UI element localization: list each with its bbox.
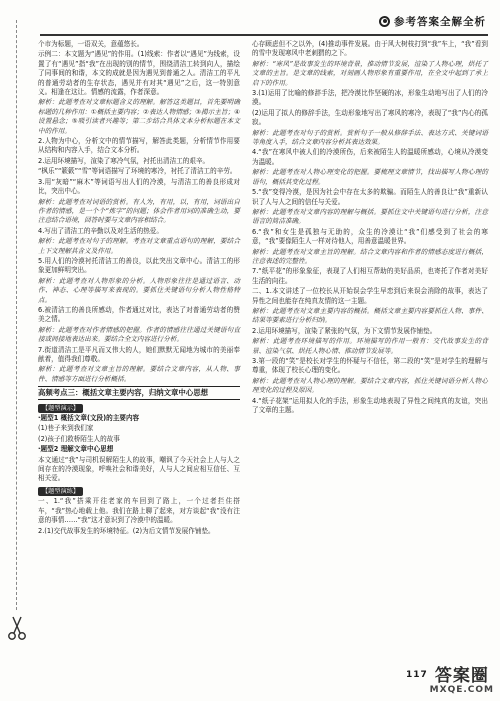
answer-paragraph: 一、1.“我”搭乘开往老家的车回到了路上，一个过者拦住搭车，“我”热心地载上他。我们在路上聊了起来，对方谈起“我”没有注意的事情……“我”这才意识到了冷漠中的温暖。: [38, 497, 240, 525]
section-title: 高频考点三：概括文章主要内容，归纳文章中心思想: [38, 386, 240, 399]
answer-paragraph: 二、1.本文讲述了一位校长从开始误会学生早恋到后来误会消除的故事，表达了异性之间也能存在纯真友情的这一主题。: [252, 287, 488, 305]
header-title: 参考答案全解全析: [394, 15, 486, 28]
answer-paragraph: 3.(1)运用了比喻的修辞手法，把冷漠比作坚硬的冰，形象生动地写出了人们的冷漠。: [252, 89, 488, 107]
answer-paragraph: 7.“纸平花”的形象象征，表现了人们相互帮助的美好品质，也寄托了作者对美好生活的向往。: [252, 267, 488, 285]
answer-block-3: [38, 497, 240, 536]
answer-paragraph: (1)巷子来到我们家: [38, 424, 94, 433]
answer-paragraph: 6.“我”和女生是孤独与无助的，众生的冷漠让“我”们感受到了社会的寒意，“我”要像陌生人一样对待他人，用善意温暖世界。: [252, 227, 488, 246]
answer-paragraph: 解析：“寒风”是故事发生的环境背景，推动情节发展，渲染了人物心理，烘托了文章的主旨。是文章的线索，对刻画人物形象有重要作用，在全文中起到了承上启下的作用。: [252, 59, 488, 87]
answer-paragraph: 4.“纸子花架”运用拟人化的手法，形象生动地表现了异性之间纯真的友谊，突出了文章的主题。: [252, 396, 488, 415]
answer-paragraph: 2.人物为中心，分析文中的情节描写，解答此类题，分析情节作用要从结构和内容入手，结合文本分析。: [38, 137, 240, 155]
answer-paragraph: 解析：此题考查对句子的赏析。赏析句子一般从修辞手法、表达方式、关键词语等角度入手，结合文章内容分析其表达效果。: [252, 128, 488, 147]
answer-paragraph: 4.写出了清洁工的辛勤以及对生活的热爱。: [38, 226, 163, 235]
watermark-line2: MXQE.COM: [429, 685, 494, 695]
answer-paragraph: 4.“我”在寒风中被人们的冷漠所伤，后来被陌生人的温暖所感动，心境从冷漠变为温暖。: [252, 148, 488, 166]
bullet-circle-icon: [379, 16, 390, 27]
answer-paragraph: 6.被清洁工的善良所感动，作者通过对比，表达了对普通劳动者的赞美之情。: [38, 305, 240, 324]
answer-paragraph: 解析：此题考查对文章主旨的理解。要结合文章内容，从人物、事件、情感等方面进行分析概括。: [38, 365, 240, 383]
answer-block-1: [38, 40, 240, 384]
answer-block-2: [38, 414, 240, 484]
answer-paragraph: ·题型2 理解文章中心思想: [38, 445, 114, 454]
answer-paragraph: 5.用人们的冷漠衬托清洁工的善良，以此突出文章中心。清洁工的形象更加鲜明突出。: [38, 256, 240, 275]
answer-paragraph: 2.运用环境描写，渲染了紧张的气氛，为下文情节发展作铺垫。: [252, 326, 437, 335]
tag-practice: 【题型演练】: [38, 487, 83, 496]
answer-paragraph: 个市为标题，一语双关，意蕴悠长。: [38, 40, 144, 48]
page-header: [379, 12, 486, 30]
answer-paragraph: (2)孩子们救桥陌生人的故事: [38, 434, 120, 443]
answer-paragraph: 示例二：本文题为“遇见”的作用。(1)线索：作者以“遇见”为线索，设置了有“遇见”指“我”在出现的别的情节，围绕清洁工转到向人，描绘了同事间的和谐，本文的成就是因为遇见到普通之人。清洁工的平凡的普通劳动者的生存状态，遇见并有对其“遇见”之后，这一特别意义。相逢在这让。情感的流露，作者深意。: [38, 50, 240, 97]
answer-paragraph: 3.第一段的“笑”是校长对学生的怀疑与不信任，第二段的“笑”是对学生的理解与尊重，体现了校长心理的变化。: [252, 357, 488, 375]
answer-paragraph: ·题型1 概括文章(文段)的主要内容: [38, 414, 140, 423]
answer-paragraph: 解析：此题考查对文章标题含义的理解。解答这类题目，首先要明确标题的几种作用：①概括主要内容；②表达人物情感；③揭示主旨；④设置悬念；⑤吸引读者兴趣等；第二步结合具体文本分析标题在本文中的作用。: [38, 98, 240, 135]
answer-paragraph: “枫乐”“簌簌”“雪”等词语描写了环境的寒冷，衬托了清洁工的辛劳。: [38, 167, 237, 176]
cut-line: [16, 20, 17, 610]
answer-paragraph: 解析：此题考查对人物心理变化的把握。要梳理文章情节，找出描写人物心理的语句，概括其变化过程。: [252, 168, 488, 186]
answer-paragraph: 解析：此题考查环境描写的作用。环境描写的作用一般有：交代故事发生的背景、渲染气氛、烘托人物心情、推动情节发展等。: [252, 337, 488, 355]
answer-paragraph: 解析：此题考查对人物心理的理解。要结合文章内容，抓住关键词语分析人物心理变化的过程及原因。: [252, 376, 488, 395]
watermark-line1: 答案圈: [434, 666, 489, 686]
answer-paragraph: 7.街道清洁工是平凡而又伟大的人，她们默默无闻地为城市的美丽奉献着，值得我们尊敬。: [38, 345, 240, 363]
watermark-logo: [430, 667, 494, 695]
answer-paragraph: 解析：此题考查对句子的理解。考查对文章重点语句的理解，要结合上下文理解其含义及作用。: [38, 237, 240, 255]
right-column: [252, 40, 488, 416]
answer-paragraph: 解析：此题考查对作者情感的把握。作者的情感往往通过关键语句直接或间接地表达出来。要结合全文内容进行分析。: [38, 325, 240, 344]
scissors-icon: [6, 615, 28, 641]
answer-paragraph: 5.“我”变得冷漠，是因为社会中存在太多的欺骗。而陌生人的善良让“我”重新认识了人与人之间的信任与关爱。: [252, 188, 488, 206]
answer-paragraph: 2.运用环境描写，渲染了寒冷气氛，衬托出清洁工的艰辛。: [38, 156, 210, 165]
page-number: 117: [406, 670, 428, 680]
answer-paragraph: (2)运用了拟人的修辞手法，生动形象地写出了寒风的寒冷，表现了“我”内心的孤寂。: [252, 108, 488, 127]
answer-paragraph: 解析：此题考查对文章主旨的理解。结合文章内容和作者的情感态度进行概括，注意表述的完整性。: [252, 247, 488, 265]
answer-paragraph: 解析：此题考查对人物形象的分析。人物形象往往是通过语言、动作、神态、心理等描写来表现的。要抓住关键语句分析人物性格特点。: [38, 276, 240, 304]
answer-paragraph: 3.用“灰暗”“麻木”等词语写出人们的冷漠，与清洁工的善良形成对比，突出中心。: [38, 177, 240, 196]
answer-block-right: [252, 40, 488, 415]
left-column: [38, 40, 240, 537]
answer-paragraph: 解析：此题考查对文章内容的理解与概括。要抓住文中关键语句进行分析，注意语言的简洁准确。: [252, 207, 488, 226]
header-rule: [40, 34, 488, 36]
answer-paragraph: 本文通过“我”与司机误解陌生人的故事，嘲讽了今天社会上人与人之间存在的冷漠现象，呼唤社会和谐美好，人与人之间应相互信任、互相关爱。: [38, 455, 240, 483]
answer-paragraph: 心存顾虑但不之以外，(4)推动事件发展。由于风大树枝打到“我”车上，“我”看到的雪中发现寒风中老刺猬的之下。: [252, 40, 488, 58]
answer-paragraph: 2.(1)交代故事发生的环境特征。(2)为后文情节发展作铺垫。: [38, 526, 215, 535]
tag-demo: 【题型演示】: [38, 404, 83, 413]
answer-paragraph: 解析：此题考查对文章主要内容的概括。概括文章主要内容要抓住人物、事件、结果等要素进行分析归纳。: [252, 306, 488, 325]
answer-paragraph: 解析：此题考查对词语的赏析。有人为，有用，以，有用，词语出自作者的情感，是一个个“炼字”的问题；体会作者用词的准确生动，要注意结合语境，回答时要与文章内容相结合。: [38, 197, 240, 225]
